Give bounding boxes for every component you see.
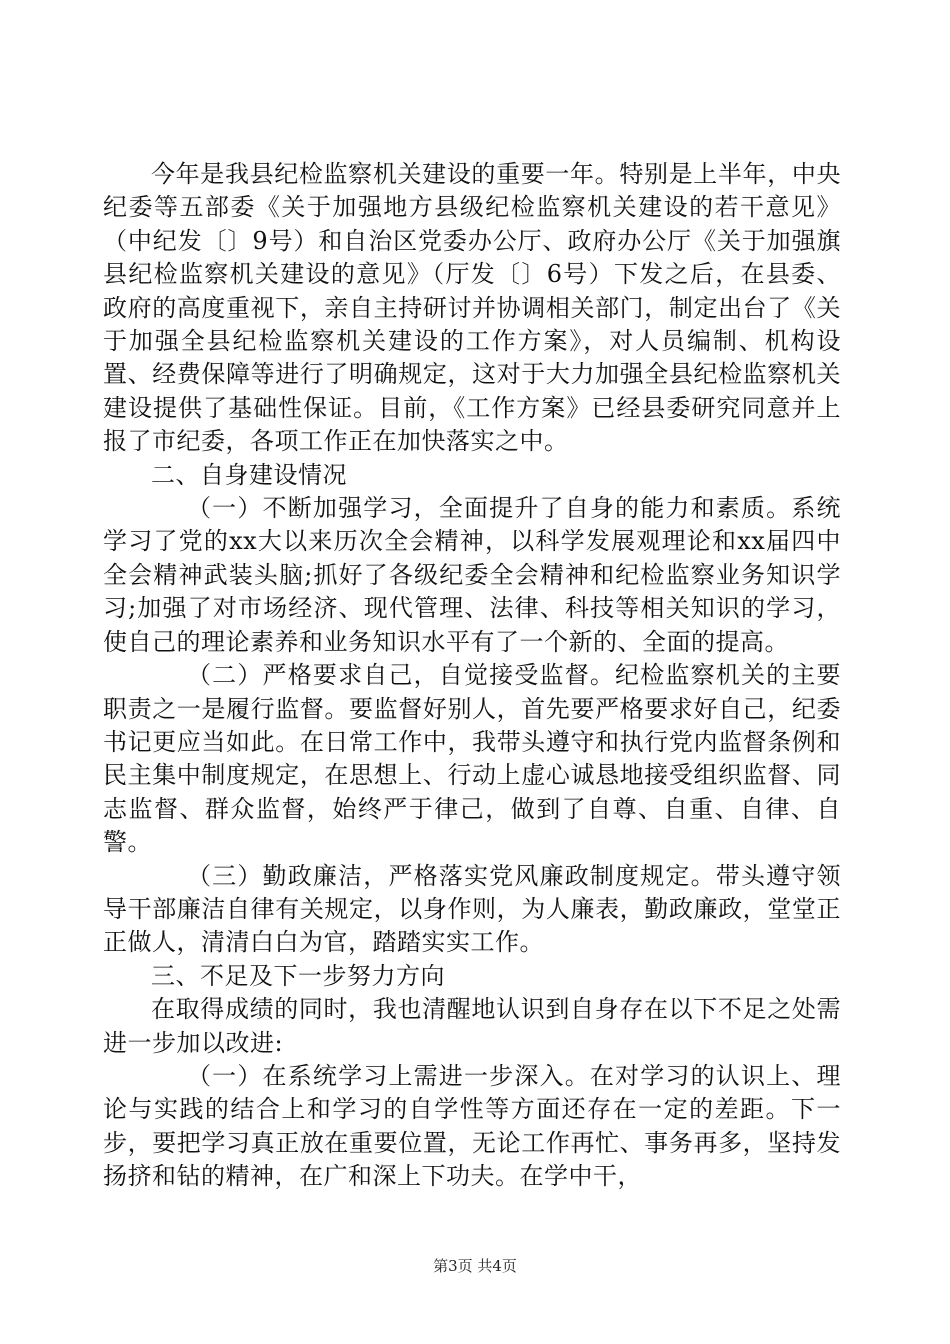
paragraph-study: （一）不断加强学习，全面提升了自身的能力和素质。系统学习了党的xx大以来历次全会精神，以科学发展观理论和xx届四中全会精神武装头脑;抓好了各级纪委全会精神和纪检监察业务知识学习;加强了对市场经济、现代管理、法律、科技等相关知识的学习，使自己的理论素养和业务知识水平有了一个新的、全面的提高。 — [103, 494, 841, 656]
section-heading-self-building: 二、自身建设情况 — [151, 460, 347, 489]
section-heading-shortcomings: 三、不足及下一步努力方向 — [151, 961, 445, 990]
document-body — [103, 158, 841, 1194]
page-footer: 第3页 共4页 — [433, 1257, 517, 1275]
paragraph-study-improvement: （一）在系统学习上需进一步深入。在对学习的认识上、理论与实践的结合上和学习的自学性等方面还存在一定的差距。下一步，要把学习真正放在重要位置，无论工作再忙、事务再多，坚持发扬挤和钻的精神，在广和深上下功夫。在学中干， — [103, 1061, 841, 1191]
paragraph-integrity: （三）勤政廉洁，严格落实党风廉政制度规定。带头遵守领导干部廉洁自律有关规定，以身作则，为人廉表，勤政廉政，堂堂正正做人，清清白白为官，踏踏实实工作。 — [103, 861, 841, 957]
paragraph-shortcomings-intro: 在取得成绩的同时，我也清醒地认识到自身存在以下不足之处需进一步加以改进: — [103, 995, 841, 1057]
paragraph-intro: 今年是我县纪检监察机关建设的重要一年。特别是上半年，中央纪委等五部委《关于加强地方县级纪检监察机关建设的若干意见》（中纪发〔〕9号）和自治区党委办公厅、政府办公厅《关于加强旗县纪检监察机关建设的意见》（厅发〔〕6号）下发之后，在县委、政府的高度重视下，亲自主持研讨并协调相关部门，制定出台了《关于加强全县纪检监察机关建设的工作方案》，对人员编制、机构设置、经费保障等进行了明确规定，这对于大力加强全县纪检监察机关建设提供了基础性保证。目前，《工作方案》已经县委研究同意并上报了市纪委，各项工作正在加快落实之中。 — [103, 160, 841, 456]
paragraph-supervision: （二）严格要求自己，自觉接受监督。纪检监察机关的主要职责之一是履行监督。要监督好别人，首先要严格要求好自己，纪委书记更应当如此。在日常工作中，我带头遵守和执行党内监督条例和民主集中制度规定，在思想上、行动上虚心诚恳地接受组织监督、同志监督、群众监督，始终严于律己，做到了自尊、自重、自律、自警。 — [103, 661, 841, 857]
